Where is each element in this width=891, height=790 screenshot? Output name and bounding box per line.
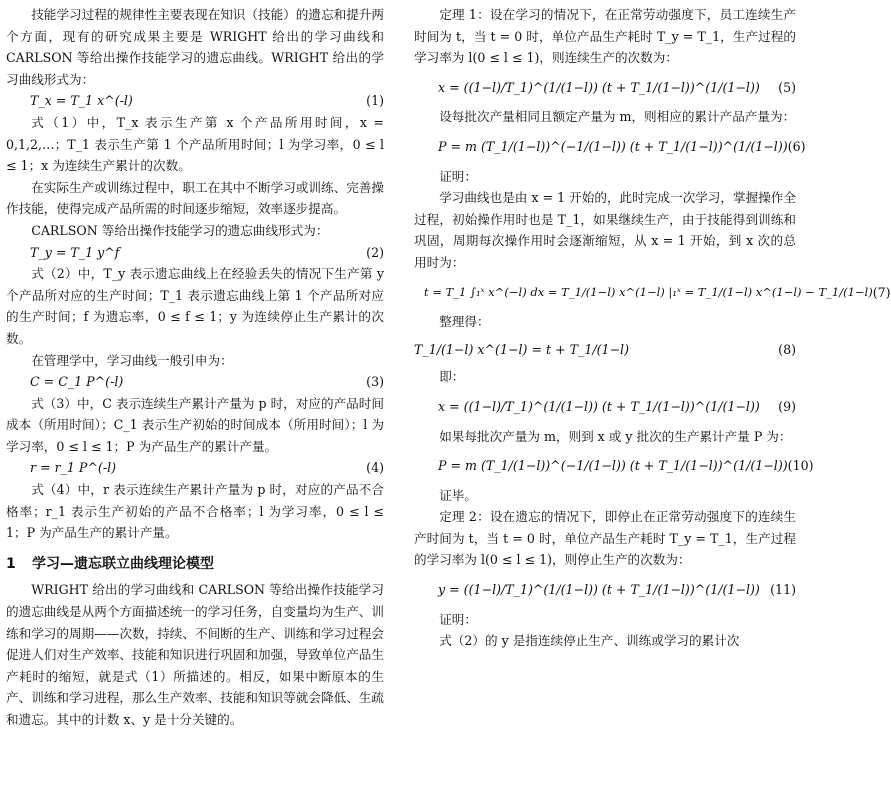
equation-number: (4) [366,460,384,476]
equation-8 [414,339,796,361]
paragraph: 整理得： [439,314,490,330]
equation-number: (6) [787,138,806,154]
equation-number: (8) [778,341,796,357]
paragraph: 证明： [439,168,477,184]
equation-3 [6,371,384,393]
equation-11 [414,579,796,601]
section-number: 1 [6,555,16,572]
equation-5 [414,77,796,99]
right-column [414,4,891,652]
equation-body: P = m (T_1/(1−l))^(−1/(1−l)) (t + T_1/(1−l))^(1/(1−l)) [438,458,788,474]
paragraph: 即： [439,369,465,385]
paragraph: CARLSON 等给出操作技能学习的遗忘曲线形式为： [31,222,329,238]
equation-body: P = m (T_1/(1−l))^(−1/(1−l)) (t + T_1/(1−l))^(1/(1−l)) [438,138,788,154]
paragraph: 式（2）的 y 是指连续停止生产、训练或学习的累计次 [439,633,740,649]
section-heading [6,554,384,576]
equation-number: (2) [366,244,384,260]
equation-body: t = T_1 ∫₁ˣ x^(−l) dx = T_1/(1−l) x^(1−l) |₁ˣ = T_1/(1−l) x^(1−l) − T_1/(1−l) [424,284,873,299]
paragraph: 式（4）中，r 表示连续生产累计产量为 p 时，对应的产品不合格率；r_1 表示生产初始的产品不合格率；l 为学习率，0 ≤ l ≤ 1；P 为产品生产的累计产量。 [6,482,384,541]
paragraph: 如果每批次产量为 m，则到 x 或 y 批次的生产累计产量 P 为： [439,428,792,444]
equation-body: y = ((1−l)/T_1)^(1/(1−l)) (t + T_1/(1−l))^(1/(1−l)) [438,582,760,598]
section-title: 学习—遗忘联立曲线理论模型 [32,555,214,572]
equation-number: (10) [787,458,814,474]
paragraph: 证毕。 [439,487,477,503]
paragraph: 学习曲线也是由 x = 1 开始的，此时完成一次学习，掌握操作全过程，初始操作用时也是 T_1，如果继续生产，由于技能得到训练和巩固，周期每次操作用时会逐渐缩短，从 x = 1 开始，到 x 次的总用时为： [414,190,796,270]
equation-body: T_x = T_1 x^(-l) [30,93,133,109]
equation-number: (1) [366,93,384,109]
paragraph: 式（2）中，T_y 表示遗忘曲线上在经验丢失的情况下生产第 y 个产品所对应的生产时间；T_1 表示遗忘曲线上第 1 个产品所对应的生产时间；f 为遗忘率，0 ≤ f ≤ 1；y 为连续停止生产累计的次数。 [6,266,384,346]
equation-body: T_y = T_1 y^f [30,244,120,260]
left-column [6,4,384,731]
paragraph: 在管理学中，学习曲线一般引申为： [31,352,233,368]
equation-body: C = C_1 P^(-l) [30,374,124,390]
paragraph: 式（1）中，T_x 表示生产第 x 个产品所用时间，x = 0,1,2,…；T_1 表示生产第 1 个产品所用时间；l 为学习率，0 ≤ l ≤ 1；x 为连续生产累计的次数。 [6,114,384,174]
paragraph: 式（3）中，C 表示连续生产累计产量为 p 时，对应的产品时间成本（所用时间）；C_1 表示生产初始的时间成本（所用时间）；l 为学习率，0 ≤ l ≤ 1；P 为产品生产的累计产量。 [6,395,384,454]
equation-2 [6,242,384,264]
equation-body: T_1/(1−l) x^(1−l) = t + T_1/(1−l) [414,341,629,357]
equation-number: (3) [366,374,384,390]
equation-number: (11) [770,582,796,598]
paragraph: 证明： [439,611,477,627]
paragraph: 定理 1：设在学习的情况下，在正常劳动强度下，员工连续生产时间为 t，当 t = 0 时，单位产品生产耗时 T_y = T_1，生产过程的学习率为 l(0 ≤ l ≤ 1)，则连续生产的次数为： [414,7,796,66]
equation-number: (9) [778,398,796,414]
equation-10 [414,455,814,477]
equation-number: (7) [872,284,891,300]
equation-number: (5) [778,79,796,95]
paragraph: 定理 2：设在遗忘的情况下，即停止在正常劳动强度下的连续生产时间为 t，当 t = 0 时，单位产品生产耗时 T_y = T_1，生产过程的学习率为 l(0 ≤ l ≤ 1)，则停止生产的次数为： [414,509,796,568]
paragraph: 技能学习过程的规律性主要表现在知识（技能）的遗忘和提升两个方面，现有的研究成果主要是 WRIGHT 给出的学习曲线和 CARLSON 等给出操作技能学习的遗忘曲线。WRIGHT 给出的学习曲线形式为： [6,7,384,87]
equation-1 [6,90,384,112]
paragraph: 设每批次产量相同且额定产量为 m，则相应的累计产品产量为： [439,109,796,125]
equation-body: r = r_1 P^(-l) [30,460,117,476]
equation-9 [414,396,796,418]
equation-body: x = ((1−l)/T_1)^(1/(1−l)) (t + T_1/(1−l))^(1/(1−l)) [438,398,760,414]
equation-4 [6,457,384,479]
equation-body: x = ((1−l)/T_1)^(1/(1−l)) (t + T_1/(1−l))^(1/(1−l)) [438,79,760,95]
equation-7 [414,282,891,304]
paragraph: WRIGHT 给出的学习曲线和 CARLSON 等给出操作技能学习的遗忘曲线是从两个方面描述统一的学习任务，自变量均为生产、训练和学习的周期——次数，持续、不间断的生产、训练和学习过程会促进人们对生产效率、技能和知识进行巩固和加强，导致单位产品生产耗时的缩短，就是式（1）所描述的。相反，如果中断原本的生产、训练和学习进程，那么生产效率、技能和知识等就会降低、生疏和遗忘。其中的计数 x、y 是十分关键的。 [6,582,384,727]
equation-6 [414,136,806,158]
paragraph: 在实际生产或训练过程中，职工在其中不断学习或训练、完善操作技能，使得完成产品所需的时间逐步缩短，效率逐步提高。 [6,179,384,217]
